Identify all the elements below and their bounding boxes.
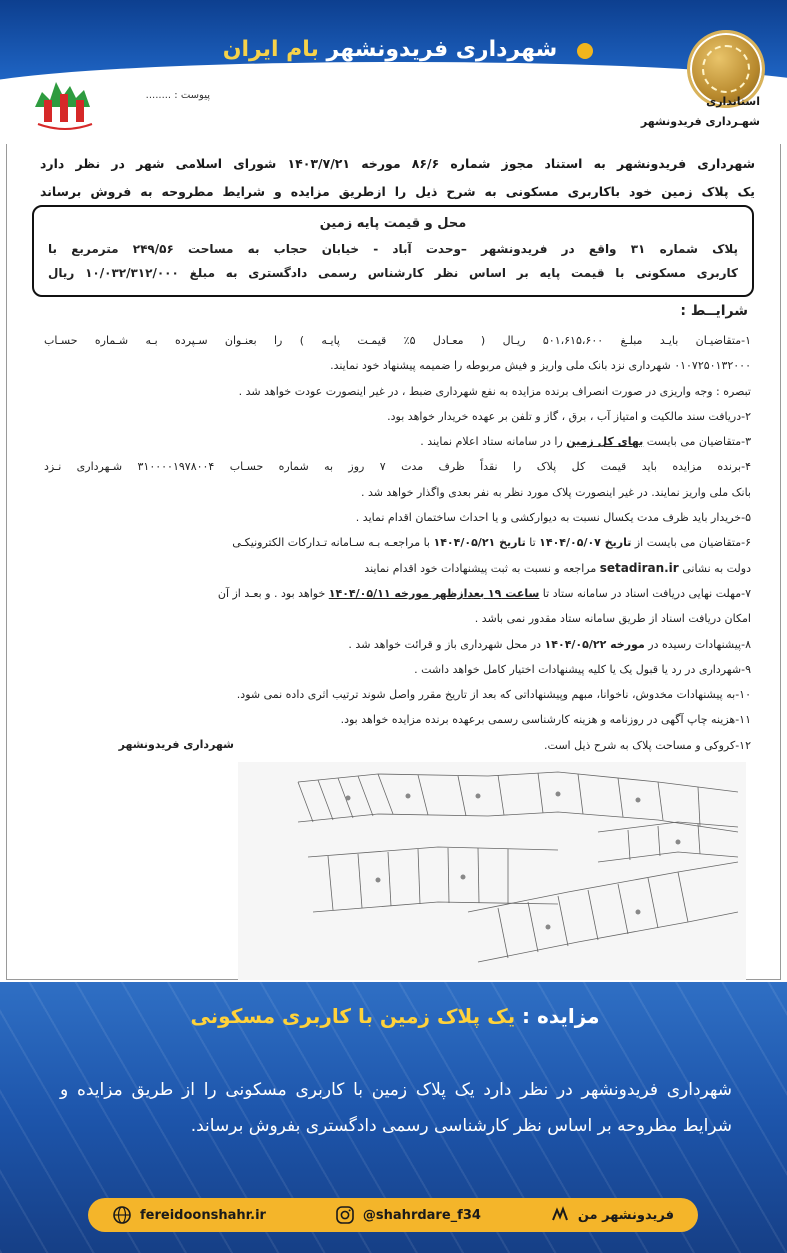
- auction-title: [150, 1004, 640, 1028]
- condition-line: ۱-متقاضیـان بایـد مبلـغ ۵۰۱،۶۱۵،۶۰۰ ریـال ( معـادل ۵٪ قیمـت پایـه ) را بعنـوان سـپرده بـه شـماره حسـاب: [44, 334, 751, 347]
- conditions-list: [44, 328, 751, 758]
- condition-line: [44, 581, 751, 606]
- intro-paragraph: [40, 150, 755, 206]
- org-line-2: شهـرداری فریدونشهر: [640, 115, 760, 128]
- footer-bar: [88, 1198, 698, 1232]
- start-date: تاریخ ۱۴۰۴/۰۵/۰۷: [539, 536, 632, 550]
- cadastral-map: [238, 762, 746, 980]
- auction-summary: شهرداری فریدونشهر در نظر دارد یک پلاک زمین با کاربری مسکونی را از طریق مزایده و شرایط مطروحه بر اساس نظر کارشناسی رسمی دادگستری بفروش برساند.: [60, 1080, 732, 1136]
- footer-website[interactable]: [112, 1205, 266, 1225]
- location-price-box: [32, 205, 754, 297]
- page-title: [180, 30, 600, 70]
- condition-line: ۹-شهرداری در رد یا قبول یک یا کلیه پیشنهادات اختیار کامل خواهد داشت .: [414, 662, 751, 676]
- signoff: شهرداری فریدونشهر: [118, 738, 234, 751]
- condition-text: ۸-پیشنهادات رسیده در: [644, 637, 751, 651]
- footer-social[interactable]: [335, 1205, 481, 1225]
- intro-line-1: شهرداری فریدونشهر به استناد مجوز شماره ۸۶/۶ مورخه ۱۴۰۳/۷/۲۱ شورای اسلامی شهر در نظر دارد: [40, 156, 755, 171]
- condition-line: [44, 632, 751, 657]
- seal-ring: [702, 45, 750, 93]
- condition-line: [44, 429, 751, 454]
- condition-line: ۲-دریافت سند مالکیت و امتیاز آب ، برق ، گاز و تلفن بر عهده خریدار خواهد بود.: [387, 409, 751, 423]
- condition-text: تا: [525, 536, 540, 550]
- condition-text: ۶-متقاضیان می بایست از: [631, 536, 751, 550]
- condition-line: بانک ملی واریز نمایند. در غیر اینصورت پلاک مورد نظر به نفر بعدی واگذار خواهد شد .: [360, 485, 751, 499]
- instagram-icon: [335, 1205, 355, 1225]
- setad-link[interactable]: setadiran.ir: [599, 560, 679, 575]
- location-line-1: پلاک شماره ۳۱ واقع در فریدونشهر –وحدت آباد - خیابان حجاب به مساحت ۲۴۹/۵۶ مترمربع با: [48, 242, 739, 256]
- condition-text: ۷-مهلت نهایی دریافت اسناد در سامانه ستاد تا: [539, 586, 751, 600]
- org-name: [560, 92, 760, 132]
- title-dot-icon: [577, 43, 593, 59]
- condition-text: خواهد بود . و بعـد از آن: [217, 586, 329, 600]
- municipality-logo-icon: [30, 72, 100, 132]
- title-main: شهرداری فریدونشهر: [326, 37, 558, 62]
- auction-highlight: یک پلاک زمین با کاربری مسکونی: [190, 1004, 516, 1028]
- condition-line: ۱۰-به پیشنهادات مخدوش، ناخوانا، مبهم وپیشنهاداتی که بعد از تاریخ مقرر واصل شوند ترتیب اثری داده نمی شود.: [236, 688, 751, 702]
- condition-line: امکان دریافت اسناد از طریق سامانه ستاد مقدور نمی باشد .: [474, 612, 751, 626]
- deadline: ساعت ۱۹ بعدازظهر مورخه ۱۴۰۴/۰۵/۱۱: [328, 586, 540, 600]
- end-date: تاریخ ۱۴۰۴/۰۵/۲۱: [433, 536, 526, 550]
- condition-text: را در سامانه ستاد اعلام نمایند .: [420, 435, 567, 449]
- org-line-1: استانداری: [706, 95, 760, 108]
- condition-text: ۳-متقاضیان می بایست: [643, 435, 751, 449]
- condition-line: [44, 556, 751, 581]
- conditions-title: شرایــط :: [680, 303, 748, 319]
- condition-line: ۱۱-هزینه چاپ آگهی در روزنامه و هزینه کارشناسی رسمی برعهده برنده مزایده خواهد بود.: [340, 713, 751, 727]
- condition-line: ۴-برنده مزایده باید قیمت کل پلاک را نقداً ظرف مدت ۷ روز به شماره حسـاب ۳۱۰۰۰۰۱۹۷۸۰۰۴ شـهرداری نـزد: [44, 460, 751, 474]
- title-accent: بام ایران: [222, 37, 319, 62]
- social-handle: @shahrdare_f34: [362, 1207, 481, 1223]
- brand-mark-icon: [550, 1205, 570, 1225]
- website-text: fereidoonshahr.ir: [140, 1207, 266, 1223]
- location-title: محل و قیمت پایه زمین: [319, 216, 467, 231]
- auction-lead: مزایده :: [522, 1004, 600, 1028]
- condition-emphasis: بهای کل زمین: [566, 435, 644, 449]
- opening-date: مورخه ۱۴۰۴/۰۵/۲۲: [544, 637, 645, 651]
- condition-line: ۱۲-کروکی و مساحت پلاک به شرح ذیل است.: [544, 738, 751, 752]
- intro-line-2: یک پلاک زمین خود باکاربری مسکونی به شرح ذیل را ازطریق مزایده و شرایط مطروحه به فروش برساند: [40, 184, 755, 199]
- condition-text: در محل شهرداری باز و قرائت خواهد شد .: [348, 637, 545, 651]
- condition-line: ۵-خریدار باید ظرف مدت یکسال نسبت به دیوارکشی و یا احداث ساختمان اقدام نماید .: [355, 511, 751, 525]
- footer-brand[interactable]: [550, 1205, 674, 1225]
- condition-line: [44, 530, 751, 555]
- attachment-label: پیوست : ........: [145, 90, 210, 101]
- condition-line: ۰۱۰۷۲۵۰۱۳۲۰۰۰ شهرداری نزد بانک ملی واریز و فیش مربوطه را ضمیمه پیشنهاد خود نمایند.: [330, 359, 751, 373]
- condition-text: با مراجعـه بـه سـامانه تـدارکات الکترونیکـی: [232, 536, 434, 550]
- globe-icon: [112, 1205, 132, 1225]
- condition-text: دولت به نشانی: [678, 561, 751, 575]
- brand-text: فریدونشهر من: [577, 1207, 674, 1223]
- condition-line: تبصره : وجه واریزی در صورت انصراف برنده مزایده به نفع شهرداری ضبط ، در غیر اینصورت عودت خواهد شد .: [238, 384, 751, 398]
- location-line-2: کاربری مسکونی با قیمت پایه بر اساس نظر کارشناس رسمی دادگستری به مبلغ ۱۰/۰۳۲/۳۱۲/۰۰۰ ریال: [48, 266, 738, 280]
- condition-text: مراجعه و نسبت به ثبت پیشنهادات خود اقدام نمایند: [364, 561, 600, 575]
